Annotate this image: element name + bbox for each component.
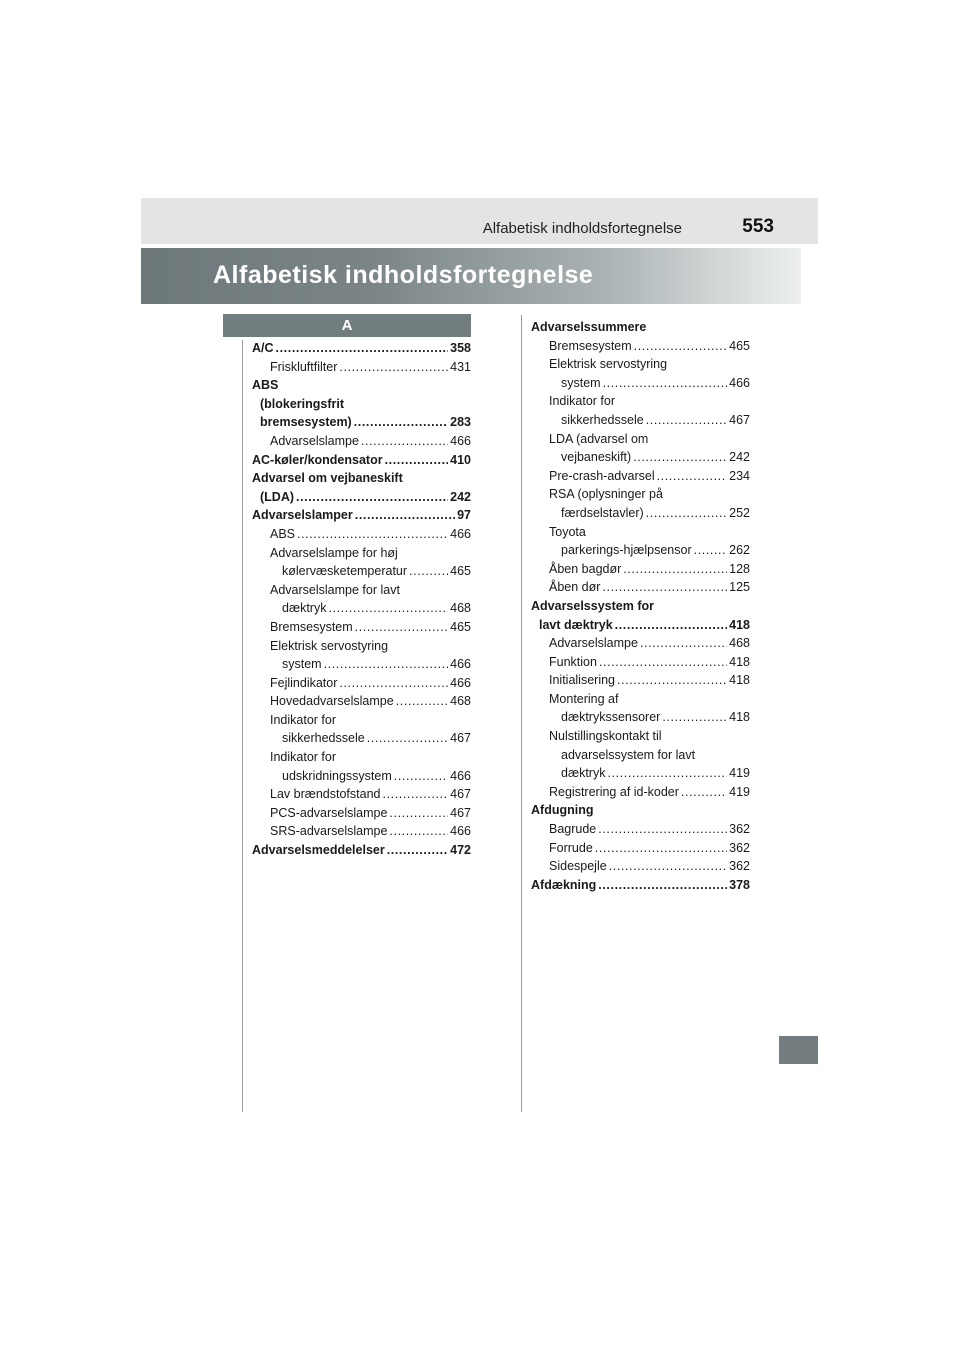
dot-leader bbox=[598, 820, 727, 839]
index-entry[interactable] bbox=[531, 783, 750, 802]
index-entry-label: RSA (oplysninger på bbox=[549, 487, 663, 502]
index-entry-page[interactable]: 410 bbox=[450, 452, 471, 467]
index-entry-label: Advarselslampe for høj bbox=[270, 545, 398, 560]
index-entry-label: PCS-advarselslampe bbox=[270, 805, 388, 820]
index-entry-label: Bremsesystem bbox=[270, 619, 353, 634]
index-entry[interactable] bbox=[252, 376, 471, 395]
index-entry[interactable] bbox=[252, 729, 471, 748]
index-entry[interactable] bbox=[531, 541, 750, 560]
index-entry[interactable] bbox=[531, 616, 750, 635]
index-entry[interactable] bbox=[531, 578, 750, 597]
dot-leader bbox=[361, 432, 448, 451]
index-entry[interactable] bbox=[531, 839, 750, 858]
index-entry[interactable] bbox=[531, 392, 750, 411]
index-entry[interactable] bbox=[531, 727, 750, 746]
index-entry-label: Indikator for bbox=[549, 394, 616, 409]
dot-leader bbox=[355, 506, 455, 525]
index-entry-page[interactable]: 466 bbox=[450, 433, 471, 448]
index-entry-label: Friskluftfilter bbox=[270, 359, 338, 374]
dot-leader bbox=[623, 560, 727, 579]
dot-leader bbox=[396, 692, 448, 711]
index-entry-label: Advarselssummere bbox=[531, 320, 647, 334]
index-entry-page[interactable]: 418 bbox=[729, 617, 750, 632]
index-entry-page[interactable]: 419 bbox=[729, 784, 750, 799]
index-entry-label: Pre-crash-advarsel bbox=[549, 468, 655, 483]
index-entry-page[interactable]: 418 bbox=[729, 710, 750, 725]
index-entry-page[interactable]: 466 bbox=[450, 657, 471, 672]
index-entry[interactable] bbox=[252, 544, 471, 563]
index-entry[interactable] bbox=[252, 488, 471, 507]
chapter-thumb-tab bbox=[779, 1036, 818, 1064]
dot-leader bbox=[615, 616, 727, 635]
dot-leader bbox=[657, 467, 728, 486]
index-entry-page[interactable]: 466 bbox=[450, 768, 471, 783]
index-entry[interactable] bbox=[252, 637, 471, 656]
index-entry[interactable] bbox=[252, 804, 471, 823]
index-entry-label: Registrering af id-koder bbox=[549, 784, 679, 799]
title-bar bbox=[141, 248, 801, 304]
index-entry[interactable] bbox=[252, 451, 471, 470]
dot-leader bbox=[276, 339, 449, 358]
dot-leader bbox=[607, 764, 727, 783]
index-entry-label: kølervæsketemperatur bbox=[282, 564, 408, 579]
page-title: Alfabetisk indholdsfortegnelse bbox=[213, 261, 594, 289]
index-entry-page[interactable]: 466 bbox=[450, 526, 471, 541]
index-entry-page[interactable]: 252 bbox=[729, 505, 750, 520]
index-entry-page[interactable]: 125 bbox=[729, 580, 750, 595]
index-entry-label: Sidespejle bbox=[549, 859, 607, 874]
index-entry[interactable] bbox=[531, 801, 750, 820]
index-entry[interactable] bbox=[531, 504, 750, 523]
index-entry[interactable] bbox=[531, 411, 750, 430]
index-entry-label: vejbaneskift) bbox=[561, 450, 632, 465]
page-number: 553 bbox=[742, 216, 774, 237]
dot-leader bbox=[394, 767, 448, 786]
column-rule-right bbox=[521, 315, 522, 1112]
index-entry-label: Åben dør bbox=[549, 580, 601, 595]
dot-leader bbox=[634, 337, 727, 356]
dot-leader bbox=[617, 671, 727, 690]
index-entry[interactable] bbox=[252, 506, 471, 525]
index-entry-page[interactable]: 465 bbox=[729, 338, 750, 353]
index-entry[interactable] bbox=[252, 618, 471, 637]
index-entry[interactable] bbox=[252, 822, 471, 841]
index-entry[interactable] bbox=[531, 597, 750, 616]
index-entry-label: Fejlindikator bbox=[270, 675, 338, 690]
index-entry-label: parkerings-hjælpsensor bbox=[561, 543, 692, 558]
index-entry-page[interactable]: 468 bbox=[729, 636, 750, 651]
index-entry[interactable] bbox=[531, 690, 750, 709]
index-entry[interactable] bbox=[531, 746, 750, 765]
index-entry[interactable] bbox=[531, 653, 750, 672]
index-entry-label: Initialisering bbox=[549, 673, 616, 688]
index-entry[interactable] bbox=[531, 448, 750, 467]
index-entry[interactable] bbox=[252, 525, 471, 544]
index-entry[interactable] bbox=[252, 358, 471, 377]
index-entry-label: Hovedadvarselslampe bbox=[270, 694, 394, 709]
index-entry-page[interactable]: 378 bbox=[729, 877, 750, 892]
dot-leader bbox=[681, 783, 727, 802]
index-entry[interactable] bbox=[531, 467, 750, 486]
index-entry[interactable] bbox=[252, 692, 471, 711]
index-entry[interactable] bbox=[531, 430, 750, 449]
dot-leader bbox=[383, 785, 449, 804]
index-entry-label: bremsesystem) bbox=[260, 415, 352, 430]
index-entry-label: (LDA) bbox=[260, 489, 295, 504]
index-entry[interactable] bbox=[252, 562, 471, 581]
dot-leader bbox=[599, 653, 727, 672]
index-entry-label: færdselstavler) bbox=[561, 505, 644, 520]
dot-leader bbox=[598, 876, 727, 895]
index-entry-label: advarselssystem for lavt bbox=[561, 747, 696, 762]
index-column-right bbox=[531, 318, 750, 894]
index-entry[interactable] bbox=[531, 857, 750, 876]
index-entry-label: Bagrude bbox=[549, 822, 597, 837]
index-entry[interactable] bbox=[531, 634, 750, 653]
index-entry-page[interactable]: 431 bbox=[450, 359, 471, 374]
index-entry-label: lavt dæktryk bbox=[539, 617, 613, 632]
index-entry-page[interactable]: 467 bbox=[450, 787, 471, 802]
index-entry-page[interactable]: 242 bbox=[450, 489, 471, 504]
dot-leader bbox=[409, 562, 448, 581]
dot-leader bbox=[603, 374, 728, 393]
dot-leader bbox=[646, 411, 727, 430]
index-entry-label: Advarselslampe bbox=[549, 636, 638, 651]
index-entry-label: Åben bagdør bbox=[549, 561, 622, 576]
dot-leader bbox=[339, 358, 448, 377]
index-entry-label: Indikator for bbox=[270, 712, 337, 727]
dot-leader bbox=[387, 841, 448, 860]
index-entry-label: sikkerhedssele bbox=[282, 731, 365, 746]
dot-leader bbox=[640, 634, 727, 653]
index-entry-label: Nulstillingskontakt til bbox=[549, 729, 662, 744]
index-entry-page[interactable]: 467 bbox=[450, 731, 471, 746]
dot-leader bbox=[385, 451, 449, 470]
index-entry-page[interactable]: 468 bbox=[450, 694, 471, 709]
index-entry[interactable] bbox=[531, 374, 750, 393]
index-entry[interactable] bbox=[252, 785, 471, 804]
index-entry-label: Toyota bbox=[549, 524, 586, 539]
index-entry-page[interactable]: 283 bbox=[450, 415, 471, 430]
index-entry-page[interactable]: 362 bbox=[729, 859, 750, 874]
dot-leader bbox=[297, 525, 448, 544]
index-entry[interactable] bbox=[252, 748, 471, 767]
index-entry-page[interactable]: 466 bbox=[729, 375, 750, 390]
index-entry-page[interactable]: 472 bbox=[450, 843, 471, 858]
dot-leader bbox=[389, 822, 448, 841]
index-entry-label: dæktryk bbox=[561, 766, 606, 781]
index-column-left bbox=[252, 339, 471, 860]
index-entry-label: Elektrisk servostyring bbox=[549, 357, 668, 372]
index-entry-label: Advarselssystem for bbox=[531, 598, 654, 613]
index-entry[interactable] bbox=[252, 767, 471, 786]
index-entry-label: LDA (advarsel om bbox=[549, 431, 649, 446]
index-entry-page[interactable]: 465 bbox=[450, 564, 471, 579]
index-entry-label: dæktrykssensorer bbox=[561, 710, 661, 725]
column-rule-left bbox=[242, 340, 243, 1112]
dot-leader bbox=[367, 729, 448, 748]
index-entry[interactable] bbox=[252, 413, 471, 432]
index-entry-label: Elektrisk servostyring bbox=[270, 638, 389, 653]
dot-leader bbox=[354, 413, 448, 432]
index-entry-page[interactable]: 467 bbox=[450, 805, 471, 820]
index-entry[interactable] bbox=[252, 674, 471, 693]
index-entry-label: Bremsesystem bbox=[549, 338, 632, 353]
index-entry-label: ABS bbox=[252, 378, 279, 393]
index-entry[interactable] bbox=[531, 708, 750, 727]
index-entry-page[interactable]: 262 bbox=[729, 543, 750, 558]
index-entry-label: Advarselslamper bbox=[252, 508, 353, 523]
index-entry-label: A/C bbox=[252, 341, 274, 355]
dot-leader bbox=[633, 448, 727, 467]
dot-leader bbox=[324, 655, 449, 674]
index-entry-label: Advarselsmeddelelser bbox=[252, 843, 385, 858]
index-entry[interactable] bbox=[252, 395, 471, 414]
index-entry-label: (blokeringsfrit bbox=[260, 396, 345, 411]
dot-leader bbox=[602, 578, 727, 597]
index-entry-page[interactable]: 362 bbox=[729, 840, 750, 855]
dot-leader bbox=[296, 488, 448, 507]
index-entry-page[interactable]: 97 bbox=[457, 508, 471, 523]
index-entry-page[interactable]: 465 bbox=[450, 619, 471, 634]
index-entry-page[interactable]: 358 bbox=[450, 341, 471, 355]
section-letter-header: A bbox=[223, 314, 471, 337]
index-entry[interactable] bbox=[531, 820, 750, 839]
index-entry[interactable] bbox=[252, 432, 471, 451]
index-entry[interactable] bbox=[252, 469, 471, 488]
index-entry-page[interactable]: 466 bbox=[450, 675, 471, 690]
index-entry-label: SRS-advarselslampe bbox=[270, 824, 388, 839]
index-entry[interactable] bbox=[252, 581, 471, 600]
index-entry[interactable] bbox=[531, 560, 750, 579]
dot-leader bbox=[355, 618, 448, 637]
dot-leader bbox=[328, 599, 448, 618]
index-entry-label: system bbox=[561, 375, 601, 390]
dot-leader bbox=[339, 674, 448, 693]
index-entry-label: Afdækning bbox=[531, 877, 597, 892]
index-entry-label: Montering af bbox=[549, 691, 619, 706]
dot-leader bbox=[662, 708, 727, 727]
index-entry-label: Funktion bbox=[549, 654, 597, 669]
index-entry-label: dæktryk bbox=[282, 601, 327, 616]
index-entry-label: Advarsel om vejbaneskift bbox=[252, 471, 403, 486]
index-entry[interactable] bbox=[531, 523, 750, 542]
index-entry-label: Forrude bbox=[549, 840, 593, 855]
dot-leader bbox=[646, 504, 727, 523]
dot-leader bbox=[595, 839, 727, 858]
running-header-title: Alfabetisk indholdsfortegnelse bbox=[482, 220, 682, 237]
index-entry-page[interactable]: 234 bbox=[729, 468, 750, 483]
index-entry[interactable] bbox=[252, 841, 471, 860]
index-entry-label: udskridningssystem bbox=[282, 768, 392, 783]
index-entry-page[interactable]: 128 bbox=[729, 561, 750, 576]
index-entry-label: Lav brændstofstand bbox=[270, 787, 381, 802]
index-entry[interactable] bbox=[531, 876, 750, 895]
index-entry-page[interactable]: 468 bbox=[450, 601, 471, 616]
dot-leader bbox=[609, 857, 727, 876]
index-entry-label: AC-køler/kondensator bbox=[252, 452, 383, 467]
index-entry[interactable] bbox=[252, 711, 471, 730]
index-entry[interactable] bbox=[531, 355, 750, 374]
index-entry-label: ABS bbox=[270, 526, 296, 541]
index-entry-label: Advarselslampe bbox=[270, 433, 359, 448]
index-entry[interactable] bbox=[531, 764, 750, 783]
index-entry[interactable] bbox=[531, 485, 750, 504]
index-entry-page[interactable]: 467 bbox=[729, 412, 750, 427]
index-entry[interactable] bbox=[252, 655, 471, 674]
index-entry[interactable] bbox=[531, 337, 750, 356]
index-entry-page[interactable]: 418 bbox=[729, 673, 750, 688]
index-entry-label: sikkerhedssele bbox=[561, 412, 644, 427]
index-entry[interactable] bbox=[252, 339, 471, 358]
index-entry-label: Indikator for bbox=[270, 750, 337, 765]
index-entry[interactable] bbox=[531, 671, 750, 690]
index-entry[interactable] bbox=[531, 318, 750, 337]
index-entry-label: Advarselslampe for lavt bbox=[270, 582, 400, 597]
dot-leader bbox=[694, 541, 728, 560]
index-entry-page[interactable]: 362 bbox=[729, 822, 750, 837]
dot-leader bbox=[389, 804, 448, 823]
index-entry-page[interactable]: 242 bbox=[729, 450, 750, 465]
index-entry[interactable] bbox=[252, 599, 471, 618]
index-entry-page[interactable]: 418 bbox=[729, 654, 750, 669]
index-entry-page[interactable]: 419 bbox=[729, 766, 750, 781]
index-entry-page[interactable]: 466 bbox=[450, 824, 471, 839]
index-entry-label: system bbox=[282, 657, 322, 672]
index-entry-label: Afdugning bbox=[531, 803, 594, 818]
